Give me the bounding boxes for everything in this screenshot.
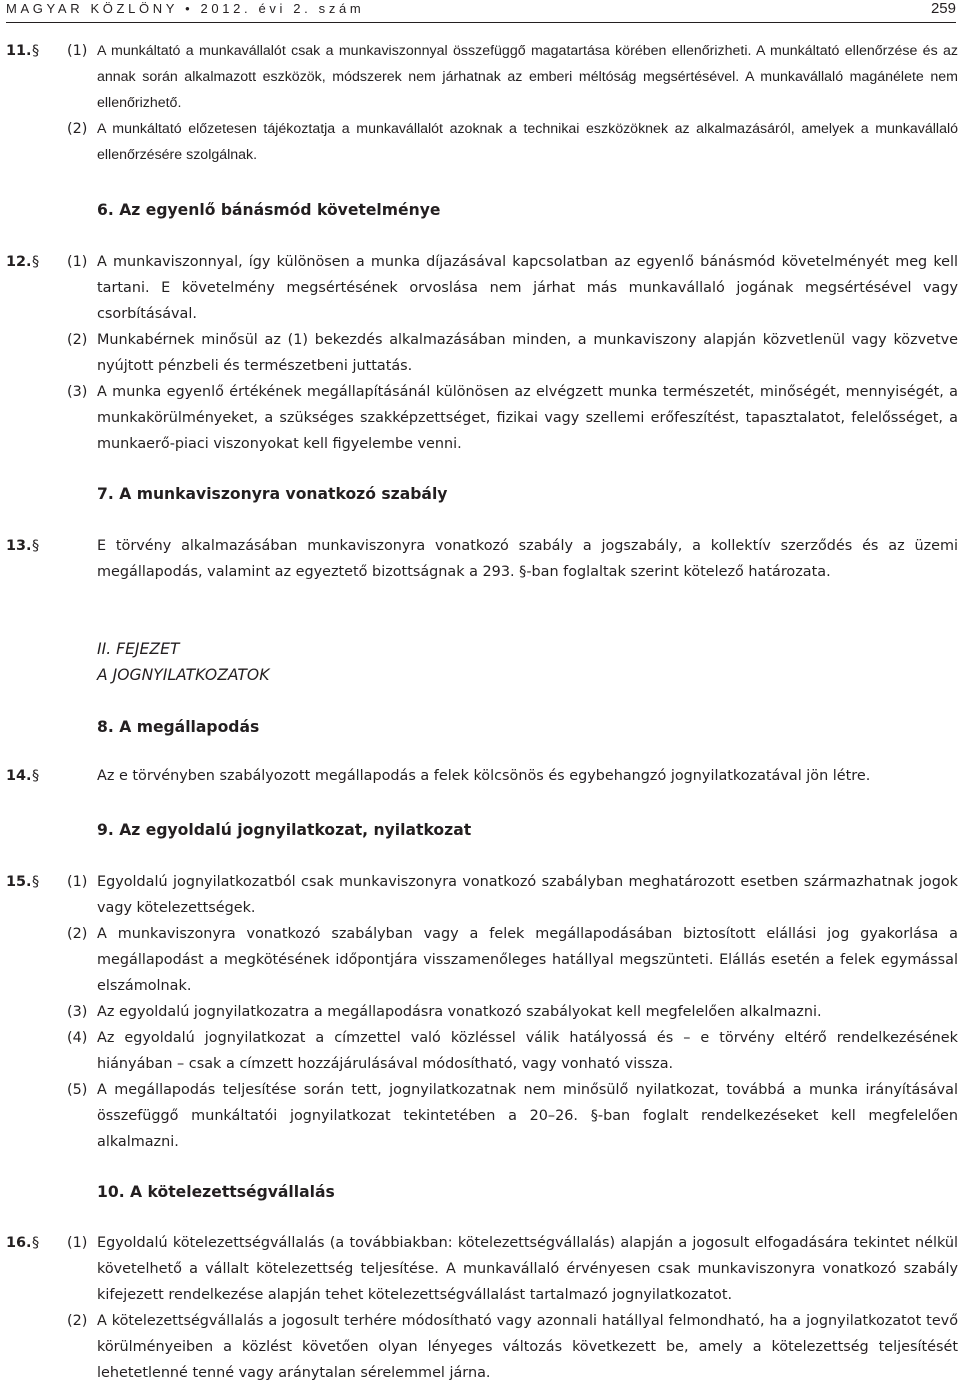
section-symbol: §: [32, 768, 40, 784]
section-15-paragraph-3: [0, 999, 960, 1025]
paragraph-text: Az egyoldalú jognyilatkozat a címzettel való közléssel válik hatályossá és – e törvény eltérő rendelkezésének hiányában – csak a címzett hozzájárulásával módosítható, vagy vonható vissza.: [97, 1030, 958, 1072]
paragraph-number: (2): [67, 1313, 88, 1329]
paragraph-text: Az e törvényben szabályozott megállapodás a felek kölcsönös és egybehangzó jognyilatkozatával jön létre.: [97, 768, 871, 784]
paragraph-number: (2): [67, 332, 88, 348]
section-15: [0, 869, 960, 1155]
section-14: [0, 763, 960, 789]
paragraph-number: (1): [67, 43, 88, 59]
section-12-paragraph-1: [0, 249, 960, 327]
paragraph-number: (1): [67, 874, 88, 890]
paragraph-text: Munkabérnek minősül az (1) bekezdés alkalmazásában minden, a munkaviszony alapján közvetlenül vagy közvetve nyújtott pénzbeli és természetbeni juttatás.: [97, 332, 958, 374]
section-15-paragraph-5: [0, 1077, 960, 1155]
running-header: [6, 0, 956, 23]
section-11: [0, 38, 960, 168]
paragraph-text: A munkaviszonnyal, így különösen a munka díjazásával kapcsolatban az egyenlő bánásmód követelményét meg kell tartani. E követelmény megsértésének orvoslása nem járhat más munkavállaló jogának megsértésével vagy csorbításával.: [97, 254, 958, 322]
section-12-paragraph-2: [0, 327, 960, 379]
page-number: 259: [930, 0, 956, 17]
paragraph-text: Az egyoldalú jognyilatkozatra a megállapodásra vonatkozó szabályokat kell megfelelően alkalmazni.: [97, 1004, 822, 1020]
paragraph-number: (2): [67, 926, 88, 942]
paragraph-text: Egyoldalú kötelezettségvállalás (a továbbiakban: kötelezettségvállalás) alapján a jogosult elfogadására tekintet nélkül követelhető a vállalt kötelezettség teljesítése. A munkavállaló érvényesen csak munkaviszonyra vonatkozó szabály kifejezett rendelkezése alapján tehet kötelezettségvállalást tartalmazó jognyilatkozatot.: [97, 1235, 958, 1303]
chapter-title: A JOGNYILATKOZATOK: [97, 666, 270, 684]
section-symbol: §: [32, 43, 40, 59]
subtitle-heading-6: 6. Az egyenlő bánásmód követelménye: [97, 201, 441, 219]
section-number: 14.: [6, 768, 32, 784]
paragraph-number: (5): [67, 1082, 88, 1098]
section-14-text: [0, 763, 960, 789]
paragraph-text: A munka egyenlő értékének megállapításánál különösen az elvégzett munka természetét, minőségét, mennyiségét, a munkakörülményeket, a szükséges szakképzettséget, fizikai vagy szellemi erőfeszítést, tapasztalatot, felelősséget, a munkaerő-piaci viszonyokat kell figyelembe venni.: [97, 384, 958, 452]
section-16-paragraph-2: [0, 1308, 960, 1386]
paragraph-number: (4): [67, 1030, 88, 1046]
section-symbol: §: [32, 1235, 40, 1251]
paragraph-text: A kötelezettségvállalás a jogosult terhére módosítható vagy azonnali hatállyal felmondható, ha a jognyilatkozatot tevő körülményeiben a közlést követően olyan lényeges változás következett be, amely a kötelezettség teljesítését lehetetlenné tenné vagy aránytalan sérelemmel járna.: [97, 1313, 958, 1381]
paragraph-text: Egyoldalú jognyilatkozatból csak munkaviszonyra vonatkozó szabályban meghatározott esetben származhatnak jogok vagy kötelezettségek.: [97, 874, 958, 916]
paragraph-text: A munkáltató a munkavállalót csak a munkaviszonnyal összefüggő magatartása körében ellenőrizheti. A munkáltató ellenőrzése és az annak során alkalmazott eszközök, módszerek nem járhatnak az emberi méltóság megsértésével. A munkavállaló magánélete nem ellenőrizhető.: [97, 43, 958, 111]
section-number: 13.: [6, 538, 32, 554]
section-number: 11.: [6, 43, 32, 59]
section-number: 16.: [6, 1235, 32, 1251]
subtitle-heading-10: 10. A kötelezettségvállalás: [97, 1183, 335, 1201]
section-11-paragraph-1: [0, 38, 960, 116]
paragraph-number: (3): [67, 1004, 88, 1020]
paragraph-number: (1): [67, 254, 88, 270]
section-13: [0, 533, 960, 585]
section-number: 12.: [6, 254, 32, 270]
section-16-paragraph-1: [0, 1230, 960, 1308]
section-11-paragraph-2: [0, 116, 960, 168]
chapter-number: II. FEJEZET: [97, 640, 180, 658]
paragraph-text: A munkáltató előzetesen tájékoztatja a munkavállalót azoknak a technikai eszközöknek az alkalmazásáról, amelyek a munkavállaló ellenőrzésére szolgálnak.: [97, 121, 958, 163]
section-symbol: §: [32, 538, 40, 554]
section-12-paragraph-3: [0, 379, 960, 457]
subtitle-heading-9: 9. Az egyoldalú jognyilatkozat, nyilatkozat: [97, 821, 472, 839]
section-symbol: §: [32, 254, 40, 270]
paragraph-number: (3): [67, 384, 88, 400]
paragraph-text: A munkaviszonyra vonatkozó szabályban vagy a felek megállapodásában biztosított elállási jog gyakorlása a megállapodást a megkötésének időpontjára visszamenőleges hatállyal megszünteti. Elállás esetén a felek egymással elszámolnak.: [97, 926, 958, 994]
section-symbol: §: [32, 874, 40, 890]
section-13-text: [0, 533, 960, 585]
section-15-paragraph-1: [0, 869, 960, 921]
paragraph-text: E törvény alkalmazásában munkaviszonyra vonatkozó szabály a jogszabály, a kollektív szerződés és az üzemi megállapodás, valamint az egyeztető bizottságnak a 293. §-ban foglaltak szerint kötelező határozata.: [97, 538, 958, 580]
paragraph-number: (2): [67, 121, 88, 137]
subtitle-heading-7: 7. A munkaviszonyra vonatkozó szabály: [97, 485, 448, 503]
paragraph-number: (1): [67, 1235, 88, 1251]
section-16: [0, 1230, 960, 1386]
journal-title: MAGYAR KÖZLÖNY • 2012. évi 2. szám: [6, 1, 365, 16]
section-15-paragraph-4: [0, 1025, 960, 1077]
subtitle-heading-8: 8. A megállapodás: [97, 718, 260, 736]
section-15-paragraph-2: [0, 921, 960, 999]
section-number: 15.: [6, 874, 32, 890]
section-12: [0, 249, 960, 457]
paragraph-text: A megállapodás teljesítése során tett, jognyilatkozatnak nem minősülő nyilatkozat, továbbá a munka irányításával összefüggő munkáltatói jognyilatkozat tekintetében a 20–26. §-ban foglalt rendelkezéseket kell megfelelően alkalmazni.: [97, 1082, 958, 1150]
